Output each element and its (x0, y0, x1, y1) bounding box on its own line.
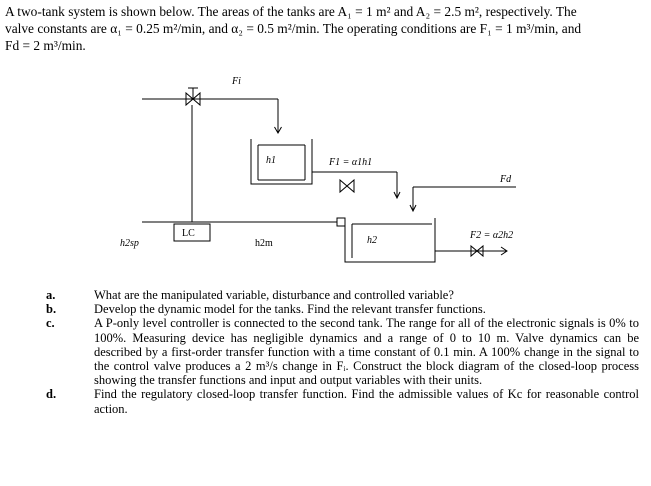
question-a (0, 288, 651, 302)
question-text: What are the manipulated variable, disturbance and controlled variable? (94, 288, 454, 302)
label-h1: h1 (266, 155, 276, 166)
label-h2sp: h2sp (120, 238, 139, 249)
label-fi: Fi (232, 76, 241, 87)
tank-1 (251, 139, 312, 184)
label-f2-equation: F2 = α2h2 (470, 230, 514, 241)
question-d (0, 387, 651, 415)
label-lc: LC (182, 228, 195, 239)
question-text: Find the regulatory closed-loop transfer function. Find the admissible values of Kc for reasonable control action. (94, 387, 639, 416)
question-letter: c. (46, 316, 55, 331)
intro-line-1: A two-tank system is shown below. The areas of the tanks are A₁ = 1 m² and A₂ = 2.5 m², respectively. The (5, 4, 577, 19)
label-h2m: h2m (255, 238, 273, 249)
tank-2 (345, 218, 435, 262)
question-text: A P-only level controller is connected to the second tank. The range for all of the electronic signals is 0% to 100%. Measuring device has negligible dynamics and a range of 0 to 10 m. Valve dynamics can be described by a first-order transfer function with a time constant of 0.1 min. A 100% change in the signal to the control valve produces a 2 m³/s change in Fᵢ. Construct the block diagram of the closed-loop process showing the transfer functions and input and output variables with their units. (94, 316, 639, 388)
question-letter: b. (46, 302, 57, 317)
label-f1-equation: F1 = α1h1 (329, 157, 373, 168)
question-list (0, 288, 651, 416)
intro-line-3: Fd = 2 m³/min. (5, 38, 86, 53)
intro-line-2: valve constants are α₁ = 0.25 m²/min, and α₂ = 0.5 m²/min. The operating conditions are F₁ = 1 m³/min, and (5, 21, 582, 36)
question-letter: a. (46, 288, 56, 302)
question-c (0, 316, 651, 387)
label-fd: Fd (500, 174, 512, 185)
question-text: Develop the dynamic model for the tanks. Find the relevant transfer functions. (94, 302, 486, 317)
question-letter: d. (46, 387, 57, 402)
level-transmitter (337, 218, 345, 226)
label-h2: h2 (367, 235, 377, 246)
f1-valve-icon (340, 180, 354, 192)
question-b (0, 302, 651, 316)
